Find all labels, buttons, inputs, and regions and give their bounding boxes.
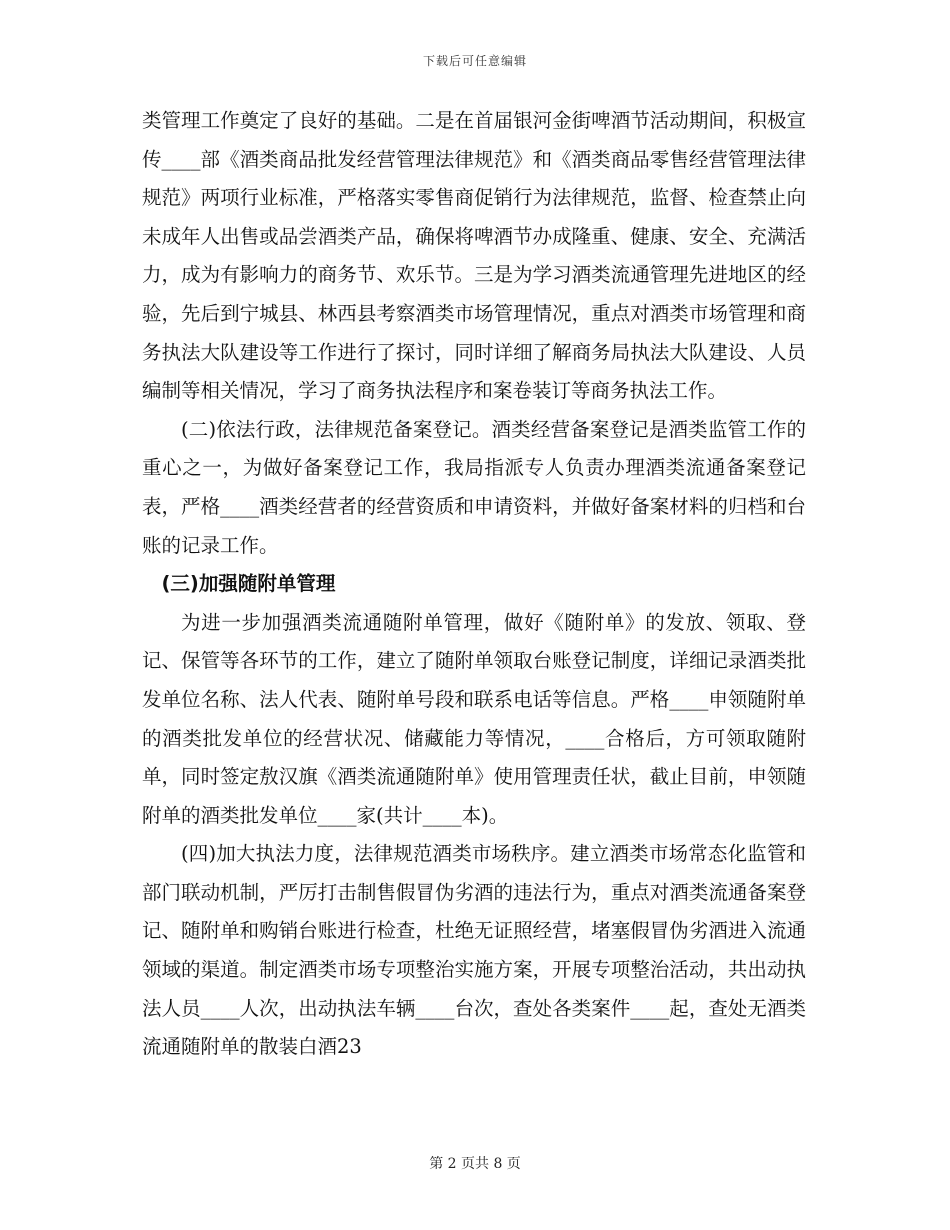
page-header: 下载后可任意编辑: [422, 54, 527, 68]
paragraph-section-2: (二)依法行政，法律规范备案登记。酒类经营备案登记是酒类监管工作的重心之一，为做好备案登记工作，我局指派专人负责办理酒类流通备案登记表，严格____酒类经营者的经营资质和申请资料，并做好备案材料的归档和台账的记录工作。: [142, 417, 806, 557]
document-body: [142, 102, 806, 1067]
paragraph-section-4: (四)加大执法力度，法律规范酒类市场秩序。建立酒类市场常态化监管和部门联动机制，严厉打击制售假冒伪劣酒的违法行为，重点对酒类流通备案登记、随附单和购销台账进行检查，杜绝无证照经营，堵塞假冒伪劣酒进入流通领域的渠道。制定酒类市场专项整治实施方案，开展专项整治活动，共出动执法人员____人次，出动执法车辆____台次，查处各类案件____起，查处无酒类流通随附单的散装白酒23: [142, 842, 806, 1059]
page-footer: 第 2 页共 8 页: [429, 1156, 521, 1172]
section-heading-3: (三)加强随附单管理: [161, 572, 336, 596]
paragraph-section-3: 为进一步加强酒类流通随附单管理，做好《随附单》的发放、领取、登记、保管等各环节的工作，建立了随附单领取台账登记制度，详细记录酒类批发单位名称、法人代表、随附单号段和联系电话等信息。严格____申领随附单的酒类批发单位的经营状况、储藏能力等情况，____合格后，方可领取随附单，同时签定敖汉旗《酒类流通随附单》使用管理责任状，截止目前，申领随附单的酒类批发单位____家(共计____本)。: [142, 610, 806, 827]
paragraph-continuation: 类管理工作奠定了良好的基础。二是在首届银河金街啤酒节活动期间，积极宣传____部《酒类商品批发经营管理法律规范》和《酒类商品零售经营管理法律规范》两项行业标准，严格落实零售商促销行为法律规范，监督、检查禁止向未成年人出售或品尝酒类产品，确保将啤酒节办成隆重、健康、安全、充满活力，成为有影响力的商务节、欢乐节。三是为学习酒类流通管理先进地区的经验，先后到宁城县、林西县考察酒类市场管理情况，重点对酒类市场管理和商务执法大队建设等工作进行了探讨，同时详细了解商务局执法大队建设、人员编制等相关情况，学习了商务执法程序和案卷装订等商务执法工作。: [142, 109, 806, 403]
